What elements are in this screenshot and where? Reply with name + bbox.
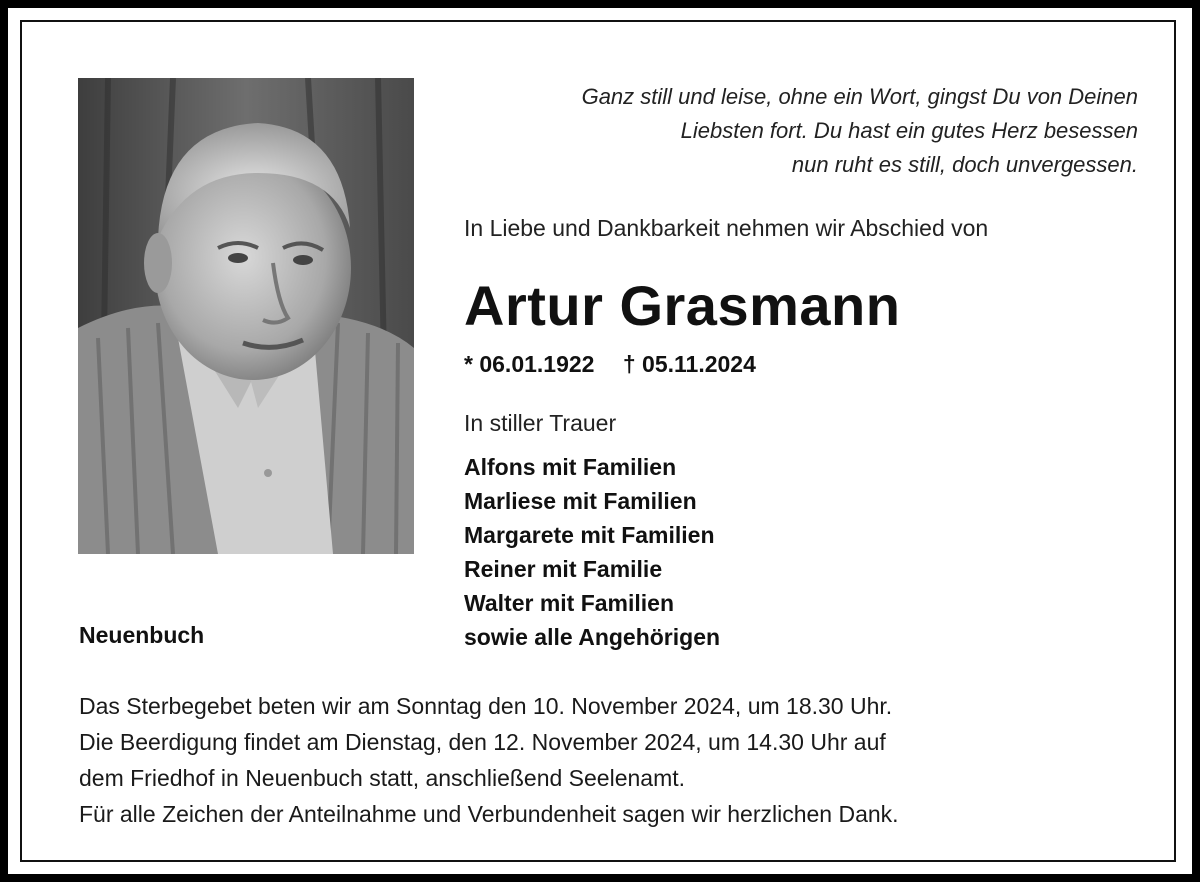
quote-line: Liebsten fort. Du hast ein gutes Herz besessen <box>680 118 1138 143</box>
mourner-item: Alfons mit Familien <box>464 454 677 480</box>
service-line: dem Friedhof in Neuenbuch statt, anschließend Seelenamt. <box>79 765 686 791</box>
deceased-name: Artur Grasmann <box>464 274 901 337</box>
quote-line: Ganz still und leise, ohne ein Wort, gingst Du von Deinen <box>581 84 1138 109</box>
mourner-item: sowie alle Angehörigen <box>464 624 721 650</box>
mourner-item: Marliese mit Familien <box>464 488 697 514</box>
service-line: Für alle Zeichen der Anteilnahme und Verbundenheit sagen wir herzlichen Dank. <box>79 801 899 827</box>
service-line: Das Sterbegebet beten wir am Sonntag den 10. November 2024, um 18.30 Uhr. <box>79 693 893 719</box>
obituary-notice <box>8 8 1192 874</box>
farewell-intro: In Liebe und Dankbarkeit nehmen wir Abschied von <box>464 215 989 241</box>
mourning-label: In stiller Trauer <box>464 410 617 436</box>
portrait-photo <box>78 78 414 554</box>
mourner-item: Walter mit Familien <box>464 590 675 616</box>
birth-date: * 06.01.1922 <box>464 351 595 377</box>
life-dates <box>464 351 756 378</box>
service-details <box>79 688 899 832</box>
death-date: † 05.11.2024 <box>622 351 756 377</box>
quote-line: nun ruht es still, doch unvergessen. <box>791 152 1138 177</box>
place-name: Neuenbuch <box>79 622 205 648</box>
service-line: Die Beerdigung findet am Dienstag, den 12. November 2024, um 14.30 Uhr auf <box>79 729 886 755</box>
mourner-item: Margarete mit Familien <box>464 522 715 548</box>
mourners-list <box>464 450 720 654</box>
memorial-quote <box>448 80 1138 182</box>
mourner-item: Reiner mit Familie <box>464 556 663 582</box>
